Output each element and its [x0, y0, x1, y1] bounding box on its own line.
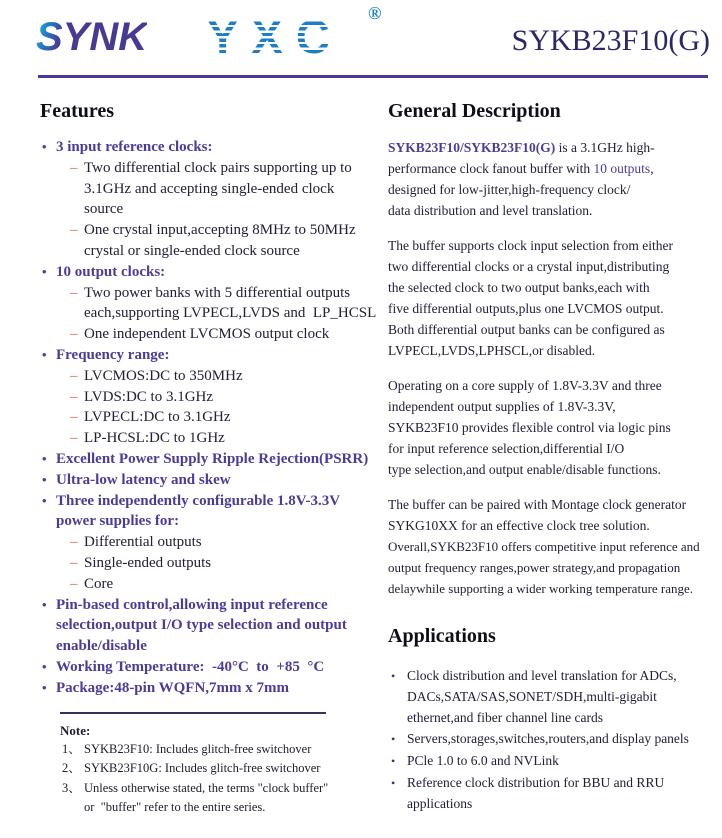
description-line: [388, 375, 722, 396]
description-line: [388, 438, 722, 459]
description-column: [388, 98, 722, 814]
bullet-icon: •: [42, 139, 47, 154]
feature-text: [84, 324, 329, 345]
part-number-title: SYKB23F10(G): [511, 24, 710, 57]
note-list: [60, 740, 329, 818]
description-text: independent output supplies of 1.8V-3.3V,: [388, 399, 616, 414]
note-text: [84, 759, 320, 779]
feature-text: [84, 366, 243, 387]
dash-icon: –: [70, 554, 78, 571]
description-line: [388, 417, 722, 438]
feature-text: [84, 574, 113, 595]
feature-line: Package:48-pin WQFN,7mm x 7mm: [56, 679, 290, 696]
description-line: [388, 200, 722, 221]
application-text: [407, 728, 689, 749]
note-item: [60, 779, 329, 818]
description-line: [388, 494, 722, 515]
application-item: [388, 728, 722, 750]
application-text: [407, 750, 559, 771]
description-line: [388, 298, 722, 319]
feature-item: [40, 491, 374, 533]
feature-text: [84, 220, 356, 262]
feature-line: 3 input reference clocks:: [56, 139, 213, 155]
feature-subitem: [40, 407, 374, 428]
feature-subitem: [40, 283, 377, 325]
note-item: [60, 759, 326, 779]
feature-text: [56, 137, 213, 158]
dash-icon: –: [70, 367, 78, 384]
feature-line: One crystal input,accepting 8MHz to 50MHz: [84, 222, 356, 239]
description-line: [388, 536, 722, 557]
description-paragraph: [388, 137, 722, 221]
dash-icon: –: [70, 284, 78, 301]
note-item: [60, 740, 326, 760]
feature-line: One independent LVCMOS output clock: [84, 326, 330, 343]
description-text: the selected clock to two output banks,each with: [388, 280, 650, 295]
description-text: two differential clocks or a crystal input,distributing: [388, 259, 670, 274]
registered-trademark-icon: ®: [368, 3, 382, 23]
note-line: SYKB23F10G: Includes glitch-free switchover: [84, 761, 321, 776]
bullet-icon: •: [42, 450, 47, 466]
description-text: 10 outputs: [593, 161, 651, 176]
description-line: [388, 256, 722, 277]
features-column: [40, 98, 377, 818]
description-text: The buffer can be paired with Montage clock generator: [388, 497, 687, 512]
feature-line: Single-ended outputs: [84, 554, 212, 571]
yxc-logo: [207, 10, 343, 63]
feature-line: Ultra-low latency and skew: [56, 471, 231, 488]
description-line: [388, 578, 722, 599]
description-line: [388, 179, 722, 200]
applications-title: Applications: [388, 625, 496, 647]
feature-item: [40, 657, 374, 678]
description-line: [388, 319, 722, 340]
feature-line: LVPECL:DC to 3.1GHz: [84, 409, 231, 426]
feature-line: 3.1GHz and accepting single-ended clock: [84, 180, 335, 197]
feature-item: [40, 449, 374, 470]
note-line: or "buffer" refer to the entire series.: [84, 800, 266, 815]
description-text: LVPECL,LVDS,LPHSCL,or disabled.: [388, 343, 596, 358]
synk-logo-text: SYNK: [36, 15, 148, 59]
application-item: [388, 772, 722, 814]
description-line: [388, 158, 722, 179]
description-line: [388, 277, 722, 298]
feature-line: LVCMOS:DC to 350MHz: [84, 367, 243, 384]
feature-item: [40, 678, 374, 699]
feature-text: [56, 491, 340, 533]
description-line: [388, 557, 722, 578]
feature-line: Frequency range:: [56, 346, 170, 363]
bullet-icon: •: [42, 263, 47, 279]
feature-text: [56, 657, 324, 678]
feature-subitem: [40, 387, 374, 408]
feature-line: Excellent Power Supply Ripple Rejection(PSRR): [56, 450, 369, 467]
feature-text: [84, 407, 231, 428]
application-text: [407, 665, 677, 728]
description-text: data distribution and level translation.: [388, 203, 593, 218]
feature-text: [84, 532, 202, 553]
note-block: [60, 712, 329, 818]
description-text: SYKG10XX for an effective clock tree solution.: [388, 518, 650, 533]
feature-line: Two power banks with 5 differential outputs: [84, 284, 351, 301]
feature-text: [56, 345, 169, 366]
description-paragraphs: [388, 137, 722, 599]
feature-line: LVDS:DC to 3.1GHz: [84, 388, 214, 405]
note-line: Unless otherwise stated, the terms "clock buffer": [84, 780, 329, 795]
feature-subitem: [40, 428, 374, 449]
dash-icon: –: [70, 409, 78, 426]
description-paragraph: [388, 235, 722, 361]
bullet-icon: •: [391, 776, 396, 790]
feature-line: enable/disable: [56, 638, 147, 655]
description-text: type selection,and output enable/disable functions.: [388, 462, 661, 477]
feature-text: [56, 449, 368, 470]
dash-icon: –: [70, 159, 78, 176]
dash-icon: –: [70, 326, 78, 343]
application-item: [388, 750, 722, 772]
feature-text: [56, 470, 231, 491]
feature-subitem: [40, 158, 374, 220]
synk-logo: [36, 17, 147, 57]
feature-text: [84, 428, 225, 449]
description-text: performance clock fanout buffer with: [388, 161, 594, 176]
description-text: SYKB23F10 provides flexible control via logic pins: [388, 420, 671, 435]
applications-list: [388, 665, 722, 814]
application-line: DACs,SATA/SAS,SONET/SDH,multi-gigabit: [407, 689, 657, 704]
bullet-icon: •: [42, 492, 47, 508]
bullet-icon: •: [42, 596, 47, 612]
feature-line: selection,output I/O type selection and output: [56, 617, 347, 634]
feature-line: Two differential clock pairs supporting up to: [84, 159, 352, 176]
application-line: PCle 1.0 to 6.0 and NVLink: [407, 753, 559, 768]
description-text: output frequency ranges,power strategy,and propagation: [388, 560, 681, 575]
note-text: [84, 740, 311, 760]
feature-subitem: [40, 366, 374, 387]
bullet-icon: •: [42, 346, 47, 362]
description-text: designed for low-jitter,high-frequency clock/: [388, 182, 631, 197]
description-line: [388, 459, 722, 480]
feature-text: [84, 283, 376, 325]
dash-icon: –: [70, 534, 78, 551]
feature-line: crystal or single-ended clock source: [84, 242, 300, 259]
feature-text: [56, 678, 289, 699]
application-item: [388, 665, 722, 728]
feature-line: 10 output clocks:: [56, 263, 166, 280]
feature-line: Differential outputs: [84, 534, 202, 551]
bullet-icon: •: [391, 732, 396, 746]
feature-text: [84, 553, 211, 574]
feature-line: power supplies for:: [56, 513, 180, 530]
feature-line: Pin-based control,allowing input reference: [56, 596, 328, 613]
dash-icon: –: [70, 222, 78, 239]
feature-item: [40, 345, 374, 366]
note-number: 3、: [62, 780, 81, 795]
description-paragraph: [388, 375, 722, 480]
note-line: SYKB23F10: Includes glitch-free switchover: [84, 741, 312, 756]
bullet-icon: •: [42, 658, 47, 674]
description-text: Operating on a core supply of 1.8V-3.3V and three: [388, 378, 662, 393]
feature-text: [56, 595, 347, 657]
yxc-logo-text: YXC: [207, 10, 343, 63]
feature-subitem: [40, 220, 374, 262]
application-text: [407, 772, 664, 814]
features-title: Features: [40, 100, 115, 122]
description-text: The buffer supports clock input selection from either: [388, 238, 674, 253]
description-text: for input reference selection,differential I/O: [388, 441, 625, 456]
note-title: Note:: [60, 722, 91, 738]
application-line: ethernet,and fiber channel line cards: [407, 710, 604, 725]
feature-item: [40, 137, 374, 158]
description-text: SYKB23F10/SYKB23F10(G): [388, 140, 556, 155]
feature-line: each,supporting LVPECL,LVDS and LP_HCSL: [84, 305, 377, 322]
feature-text: [84, 158, 352, 220]
feature-text: [84, 387, 213, 408]
application-line: applications: [407, 796, 473, 811]
note-number: 2、: [62, 761, 81, 776]
feature-item: [40, 262, 374, 283]
feature-subitem: [40, 532, 374, 553]
application-line: Clock distribution and level translation for ADCs,: [407, 668, 677, 683]
application-line: Servers,storages,switches,routers,and display panels: [407, 731, 689, 746]
dash-icon: –: [70, 575, 78, 592]
bullet-icon: •: [42, 679, 47, 695]
description-text: Overall,SYKB23F10 offers competitive input reference and: [388, 539, 700, 554]
features-list: [40, 137, 377, 699]
description-line: [388, 515, 722, 536]
feature-text: [56, 262, 165, 283]
header-divider: [38, 75, 708, 78]
description-text: delaywhile supporting a wider working temperature range.: [388, 581, 694, 596]
description-paragraph: [388, 494, 722, 599]
description-text: is a 3.1GHz high-: [555, 140, 655, 155]
feature-subitem: [40, 324, 374, 345]
feature-line: Three independently configurable 1.8V-3.3V: [56, 492, 341, 509]
feature-subitem: [40, 574, 374, 595]
description-line: [388, 137, 722, 158]
dash-icon: –: [70, 388, 78, 405]
feature-line: Core: [84, 575, 114, 592]
general-description-title: General Description: [388, 100, 561, 122]
description-line: [388, 396, 722, 417]
application-line: Reference clock distribution for BBU and RRU: [407, 775, 665, 790]
dash-icon: –: [70, 430, 78, 447]
note-text: [84, 779, 328, 818]
feature-line: LP-HCSL:DC to 1GHz: [84, 430, 225, 447]
feature-subitem: [40, 553, 374, 574]
bullet-icon: •: [42, 471, 47, 487]
feature-line: source: [84, 201, 124, 218]
feature-item: [40, 595, 374, 657]
feature-item: [40, 470, 374, 491]
note-number: 1、: [62, 741, 81, 756]
bullet-icon: •: [391, 754, 396, 768]
description-text: Both differential output banks can be configured as: [388, 322, 665, 337]
feature-line: Working Temperature: -40°C to +85 °C: [56, 658, 325, 675]
description-text: ,: [650, 161, 654, 176]
description-text: five differential outputs,plus one LVCMOS output.: [388, 301, 664, 316]
bullet-icon: •: [391, 669, 396, 683]
description-line: [388, 340, 722, 361]
description-line: [388, 235, 722, 256]
